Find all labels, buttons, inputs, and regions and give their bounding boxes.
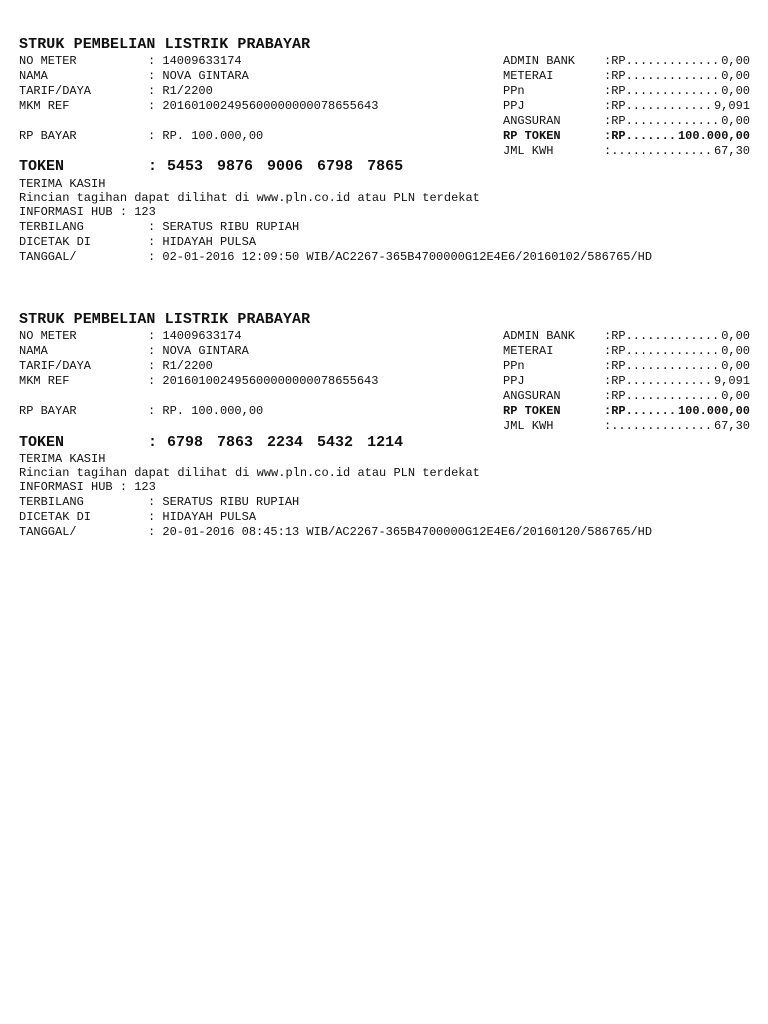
ppj-prefix: :RP (604, 374, 626, 388)
tanggal-value: : 20-01-2016 08:45:13 WIB/AC2267-365B4700000G12E4E6/20160120/586765/HD (148, 525, 653, 539)
angsuran-value (604, 114, 750, 128)
ppj-value (604, 374, 750, 388)
angsuran-value (604, 389, 750, 403)
tarif-daya-value: : R1/2200 (148, 359, 213, 373)
token-label: TOKEN (19, 158, 65, 175)
ppn-value (604, 359, 750, 373)
rp-token-label: RP TOKEN (503, 404, 561, 418)
jml-kwh-value (604, 419, 750, 433)
ppn-amount: 0,00 (721, 84, 750, 98)
rp-bayar-value: : RP. 100.000,00 (148, 129, 264, 143)
dicetak-di-label: DICETAK DI (19, 510, 92, 524)
dicetak-di-label: DICETAK DI (19, 235, 92, 249)
ppn-label: PPn (503, 359, 525, 373)
jml-kwh-label: JML KWH (503, 419, 554, 433)
admin-bank-label: ADMIN BANK (503, 329, 576, 343)
token-group: 1214 (367, 434, 404, 451)
jml-kwh-prefix: : (604, 144, 612, 158)
terbilang-label: TERBILANG (19, 495, 84, 509)
terbilang-label: TERBILANG (19, 220, 84, 234)
no-meter-label: NO METER (19, 329, 77, 343)
thanks-text: TERIMA KASIH (19, 452, 106, 466)
mkm-ref-label: MKM REF (19, 374, 70, 388)
receipt-1 (0, 36, 768, 276)
rp-token-label: RP TOKEN (503, 129, 561, 143)
thanks-text: TERIMA KASIH (19, 177, 106, 191)
admin-bank-label: ADMIN BANK (503, 54, 576, 68)
dicetak-di-value: : HIDAYAH PULSA (148, 235, 257, 249)
no-meter-label: NO METER (19, 54, 77, 68)
meterai-value (604, 344, 750, 358)
token-group: 2234 (267, 434, 304, 451)
admin-bank-amount: 0,00 (721, 329, 750, 343)
rp-bayar-label: RP BAYAR (19, 404, 77, 418)
angsuran-label: ANGSURAN (503, 114, 561, 128)
angsuran-prefix: :RP (604, 114, 626, 128)
info-text: Rincian tagihan dapat dilihat di www.pln.co.id atau PLN terdekat (19, 191, 480, 205)
info-text: Rincian tagihan dapat dilihat di www.pln.co.id atau PLN terdekat (19, 466, 480, 480)
ppn-prefix: :RP (604, 359, 626, 373)
nama-value: : NOVA GINTARA (148, 69, 249, 83)
token-group: 5432 (317, 434, 354, 451)
rp-token-value (604, 404, 750, 418)
admin-bank-value (604, 329, 750, 343)
hub-text: INFORMASI HUB : 123 (19, 480, 156, 494)
tanggal-label: TANGGAL/ (19, 250, 77, 264)
token-number (167, 159, 403, 175)
token-colon: : (148, 434, 158, 451)
meterai-amount: 0,00 (721, 69, 750, 83)
rp-token-prefix: :RP (604, 404, 626, 418)
terbilang-value: : SERATUS RIBU RUPIAH (148, 220, 300, 234)
receipt-title: STRUK PEMBELIAN LISTRIK PRABAYAR (19, 311, 311, 328)
nama-label: NAMA (19, 344, 48, 358)
token-group: 9876 (217, 158, 254, 175)
ppj-label: PPJ (503, 374, 525, 388)
admin-bank-value (604, 54, 750, 68)
ppn-prefix: :RP (604, 84, 626, 98)
meterai-prefix: :RP (604, 344, 626, 358)
token-colon: : (148, 158, 158, 175)
admin-bank-prefix: :RP (604, 54, 626, 68)
rp-bayar-label: RP BAYAR (19, 129, 77, 143)
angsuran-prefix: :RP (604, 389, 626, 403)
rp-token-value (604, 129, 750, 143)
token-group: 9006 (267, 158, 304, 175)
no-meter-value: : 14009633174 (148, 54, 242, 68)
no-meter-value: : 14009633174 (148, 329, 242, 343)
rp-bayar-value: : RP. 100.000,00 (148, 404, 264, 418)
tarif-daya-value: : R1/2200 (148, 84, 213, 98)
jml-kwh-amount: 67,30 (713, 144, 750, 158)
mkm-ref-value: : 201601002495600000000078655643 (148, 99, 379, 113)
ppn-label: PPn (503, 84, 525, 98)
ppj-amount: 9,091 (713, 99, 750, 113)
receipt-2 (0, 311, 768, 551)
token-group: 7865 (367, 158, 404, 175)
ppj-amount: 9,091 (713, 374, 750, 388)
admin-bank-amount: 0,00 (721, 54, 750, 68)
tanggal-value: : 02-01-2016 12:09:50 WIB/AC2267-365B4700000G12E4E6/20160102/586765/HD (148, 250, 653, 264)
rp-token-amount: 100.000,00 (677, 129, 750, 143)
tanggal-label: TANGGAL/ (19, 525, 77, 539)
mkm-ref-value: : 201601002495600000000078655643 (148, 374, 379, 388)
angsuran-label: ANGSURAN (503, 389, 561, 403)
receipt-title: STRUK PEMBELIAN LISTRIK PRABAYAR (19, 36, 311, 53)
dicetak-di-value: : HIDAYAH PULSA (148, 510, 257, 524)
ppj-prefix: :RP (604, 99, 626, 113)
ppn-amount: 0,00 (721, 359, 750, 373)
meterai-amount: 0,00 (721, 344, 750, 358)
rp-token-prefix: :RP (604, 129, 626, 143)
nama-label: NAMA (19, 69, 48, 83)
terbilang-value: : SERATUS RIBU RUPIAH (148, 495, 300, 509)
token-label: TOKEN (19, 434, 65, 451)
ppj-label: PPJ (503, 99, 525, 113)
mkm-ref-label: MKM REF (19, 99, 70, 113)
rp-token-amount: 100.000,00 (677, 404, 750, 418)
angsuran-amount: 0,00 (721, 114, 750, 128)
token-group: 5453 (167, 158, 204, 175)
tarif-daya-label: TARIF/DAYA (19, 359, 92, 373)
token-group: 7863 (217, 434, 254, 451)
meterai-label: METERAI (503, 344, 554, 358)
token-group: 6798 (167, 434, 204, 451)
jml-kwh-amount: 67,30 (713, 419, 750, 433)
ppj-value (604, 99, 750, 113)
ppn-value (604, 84, 750, 98)
tarif-daya-label: TARIF/DAYA (19, 84, 92, 98)
token-number (167, 435, 403, 451)
meterai-value (604, 69, 750, 83)
nama-value: : NOVA GINTARA (148, 344, 249, 358)
meterai-label: METERAI (503, 69, 554, 83)
jml-kwh-prefix: : (604, 419, 612, 433)
jml-kwh-value (604, 144, 750, 158)
jml-kwh-label: JML KWH (503, 144, 554, 158)
token-group: 6798 (317, 158, 354, 175)
angsuran-amount: 0,00 (721, 389, 750, 403)
hub-text: INFORMASI HUB : 123 (19, 205, 156, 219)
admin-bank-prefix: :RP (604, 329, 626, 343)
meterai-prefix: :RP (604, 69, 626, 83)
